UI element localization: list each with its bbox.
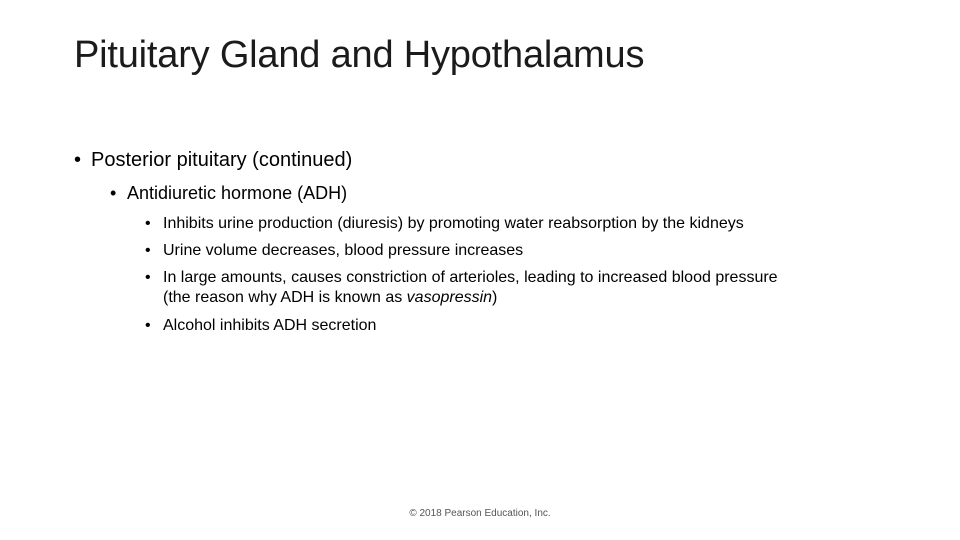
bullet-icon: • [110, 183, 117, 203]
bullet-level3-item [145, 316, 883, 336]
slide-title: Pituitary Gland and Hypothalamus [74, 34, 645, 76]
bullet-text-line2-prefix: (the reason why ADH is known as [163, 289, 407, 306]
copyright-footer: © 2018 Pearson Education, Inc. [409, 508, 551, 519]
bullet-text-line1: In large amounts, causes constriction of arterioles, leading to increased blood pressure [163, 269, 778, 286]
bullet-text: Inhibits urine production (diuresis) by promoting water reabsorption by the kidneys [163, 215, 744, 232]
bullet-text: Antidiuretic hormone (ADH) [127, 183, 348, 203]
bullet-text-line2-suffix: ) [492, 289, 498, 306]
bullet-level2 [110, 183, 347, 204]
bullet-level3-item [145, 214, 883, 234]
vasopressin-term: vasopressin [406, 289, 493, 306]
bullet-text: Alcohol inhibits ADH secretion [163, 317, 377, 334]
bullet-level1 [74, 149, 352, 172]
bullet-icon: • [145, 215, 151, 232]
bullet-text: Urine volume decreases, blood pressure increases [163, 242, 524, 259]
bullet-text [163, 268, 883, 308]
bullet-icon: • [145, 269, 151, 286]
bullet-icon: • [74, 149, 82, 171]
bullet-level3-item [145, 241, 883, 261]
bullet-text: Posterior pituitary (continued) [91, 149, 353, 171]
bullet-icon: • [145, 242, 151, 259]
bullet-level3-item [145, 268, 883, 308]
bullet-icon: • [145, 317, 151, 334]
